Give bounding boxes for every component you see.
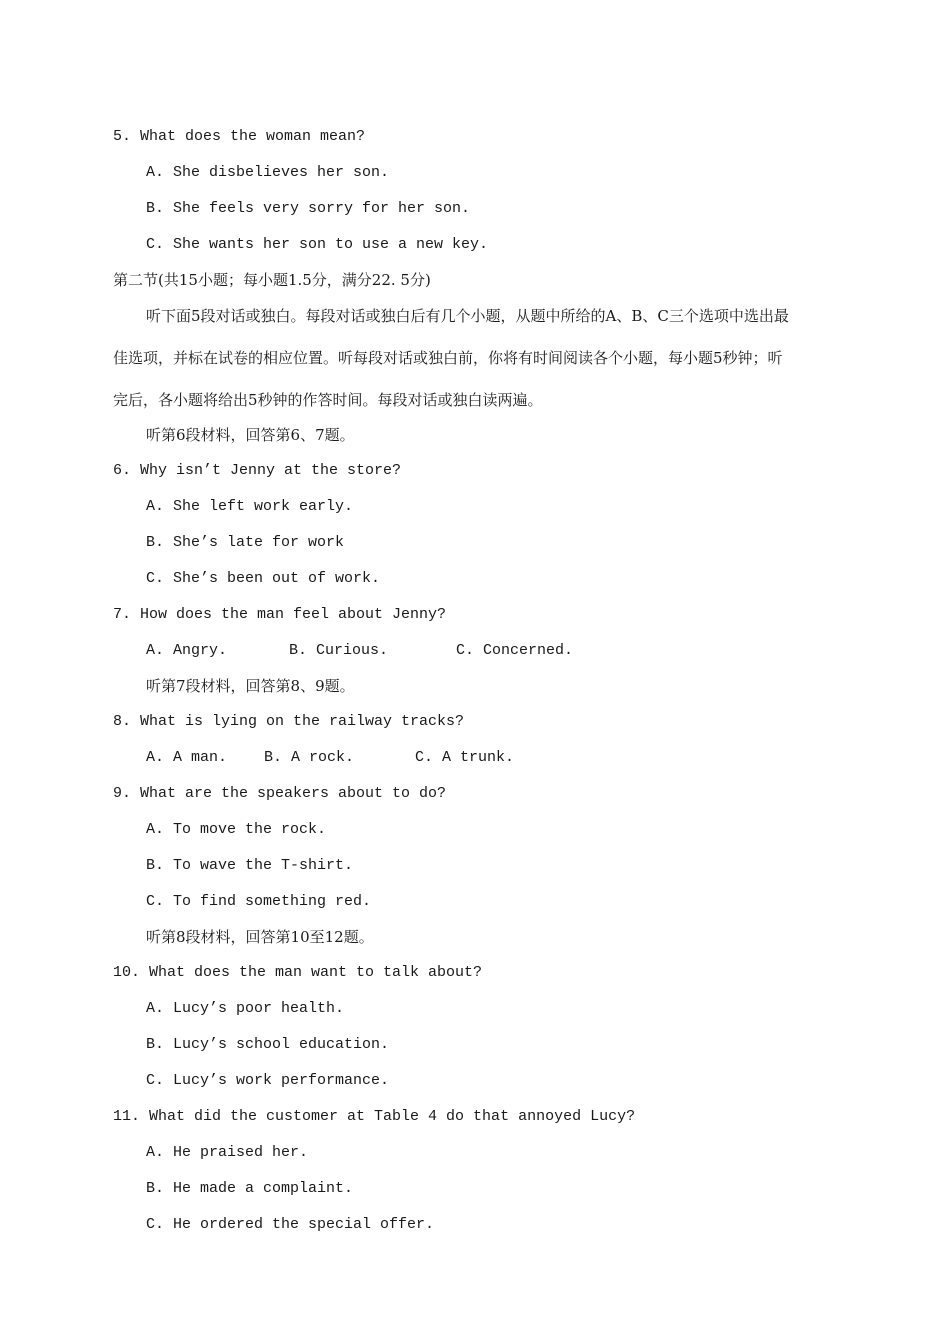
question-6-option-a: A. She left work early. <box>146 498 354 515</box>
section-2-instructions-line-3: 完后，各小题将给出5秒钟的作答时间。每段对话或独白读两遍。 <box>113 391 543 409</box>
material-7-label: 听第7段材料，回答第8、9题。 <box>146 677 355 695</box>
question-11-option-c: C. He ordered the special offer. <box>146 1216 435 1233</box>
question-10-option-b: B. Lucy’s school education. <box>146 1036 390 1053</box>
question-9-option-c: C. To find something red. <box>146 893 372 910</box>
question-5-option-a: A. She disbelieves her son. <box>146 164 390 181</box>
question-7-option-a: A. Angry. <box>146 642 228 659</box>
question-8: 8. What is lying on the railway tracks? <box>113 713 465 730</box>
question-7-option-c: C. Concerned. <box>456 642 574 659</box>
question-10-option-c: C. Lucy’s work performance. <box>146 1072 390 1089</box>
question-6: 6. Why isn’t Jenny at the store? <box>113 462 402 479</box>
question-11-option-a: A. He praised her. <box>146 1144 309 1161</box>
question-9-option-a: A. To move the rock. <box>146 821 327 838</box>
question-10-option-a: A. Lucy’s poor health. <box>146 1000 345 1017</box>
question-5: 5. What does the woman mean? <box>113 128 366 145</box>
question-9-option-b: B. To wave the T-shirt. <box>146 857 354 874</box>
question-7: 7. How does the man feel about Jenny? <box>113 606 447 623</box>
section-2-heading: 第二节(共15小题；每小题1.5分，满分22. 5分) <box>113 271 431 289</box>
question-8-option-b: B. A rock. <box>264 749 355 766</box>
question-10: 10. What does the man want to talk about? <box>113 964 483 981</box>
question-11-option-b: B. He made a complaint. <box>146 1180 354 1197</box>
material-6-label: 听第6段材料，回答第6、7题。 <box>146 426 355 444</box>
section-2-instructions-line-1: 听下面5段对话或独白。每段对话或独白后有几个小题，从题中所给的A、B、C三个选项中选出最 <box>146 307 789 325</box>
question-11: 11. What did the customer at Table 4 do that annoyed Lucy? <box>113 1108 636 1125</box>
question-7-option-b: B. Curious. <box>289 642 389 659</box>
question-6-option-b: B. She’s late for work <box>146 534 345 551</box>
material-8-label: 听第8段材料，回答第10至12题。 <box>146 928 374 946</box>
question-8-option-c: C. A trunk. <box>415 749 515 766</box>
question-8-option-a: A. A man. <box>146 749 228 766</box>
question-6-option-c: C. She’s been out of work. <box>146 570 381 587</box>
question-5-option-c: C. She wants her son to use a new key. <box>146 236 489 253</box>
section-2-instructions-line-2: 佳选项，并标在试卷的相应位置。听每段对话或独白前，你将有时间阅读各个小题，每小题5秒钟；听 <box>113 349 783 367</box>
question-9: 9. What are the speakers about to do? <box>113 785 447 802</box>
question-5-option-b: B. She feels very sorry for her son. <box>146 200 471 217</box>
